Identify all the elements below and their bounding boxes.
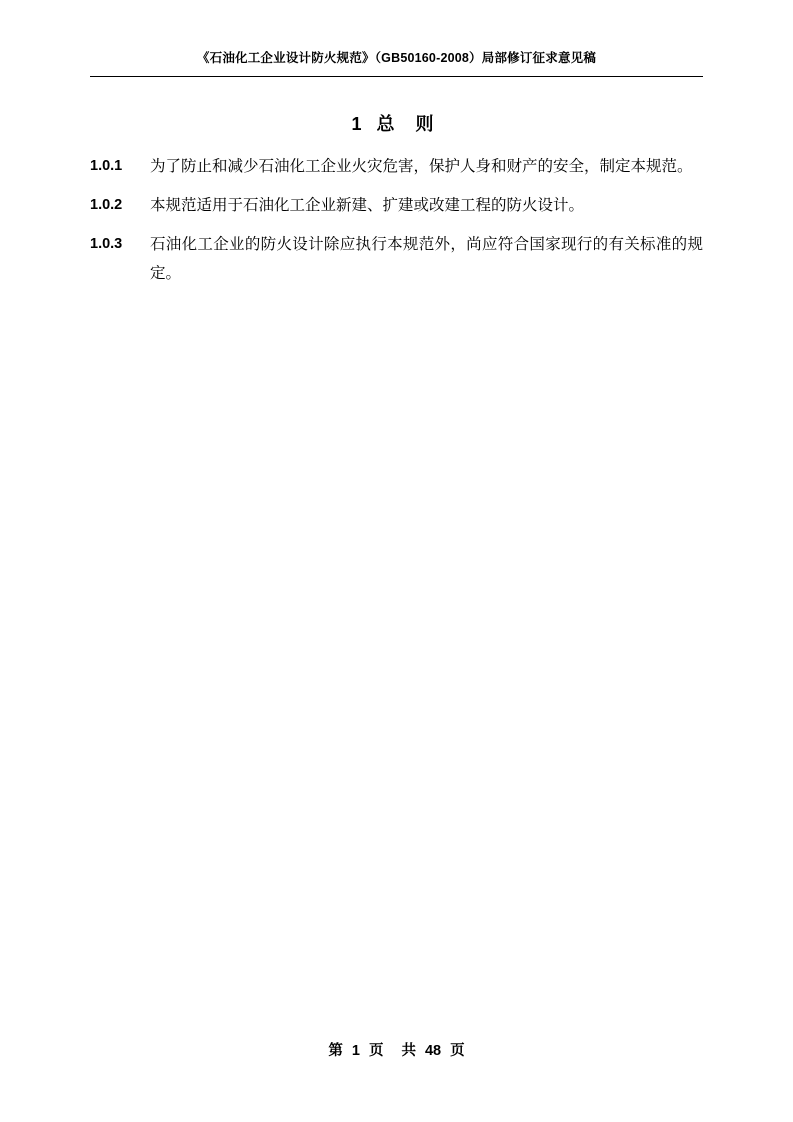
clause-text: 石油化工企业的防火设计除应执行本规范外，尚应符合国家现行的有关标准的规定。 bbox=[150, 236, 703, 282]
clause-number: 1.0.2 bbox=[90, 197, 123, 213]
footer-page-label: 第 bbox=[328, 1043, 343, 1059]
footer-page-unit: 页 bbox=[368, 1043, 384, 1059]
clause-text: 为了防止和减少石油化工企业火灾危害，保护人身和财产的安全，制定本规范。 bbox=[150, 158, 693, 175]
page-footer bbox=[90, 1039, 703, 1060]
clause-item bbox=[90, 230, 703, 288]
header-divider bbox=[90, 76, 703, 77]
footer-total-label: 共 bbox=[401, 1043, 416, 1059]
footer-total-pages: 48 bbox=[424, 1043, 442, 1059]
chapter-number: 1 bbox=[351, 114, 363, 134]
clause-list bbox=[90, 152, 703, 298]
clause-item bbox=[90, 191, 703, 220]
page-content-area bbox=[90, 0, 703, 1122]
footer-current-page: 1 bbox=[351, 1043, 360, 1059]
clause-number: 1.0.1 bbox=[90, 158, 123, 174]
clause-text: 本规范适用于石油化工企业新建、扩建或改建工程的防火设计。 bbox=[150, 197, 585, 214]
clause-item bbox=[90, 152, 703, 181]
chapter-heading bbox=[90, 110, 703, 136]
chapter-title-text: 总 则 bbox=[376, 114, 442, 134]
running-header: 《石油化工企业设计防火规范》（GB50160-2008）局部修订征求意见稿 bbox=[196, 51, 597, 65]
footer-total-unit: 页 bbox=[450, 1043, 465, 1059]
clause-number: 1.0.3 bbox=[90, 236, 123, 252]
